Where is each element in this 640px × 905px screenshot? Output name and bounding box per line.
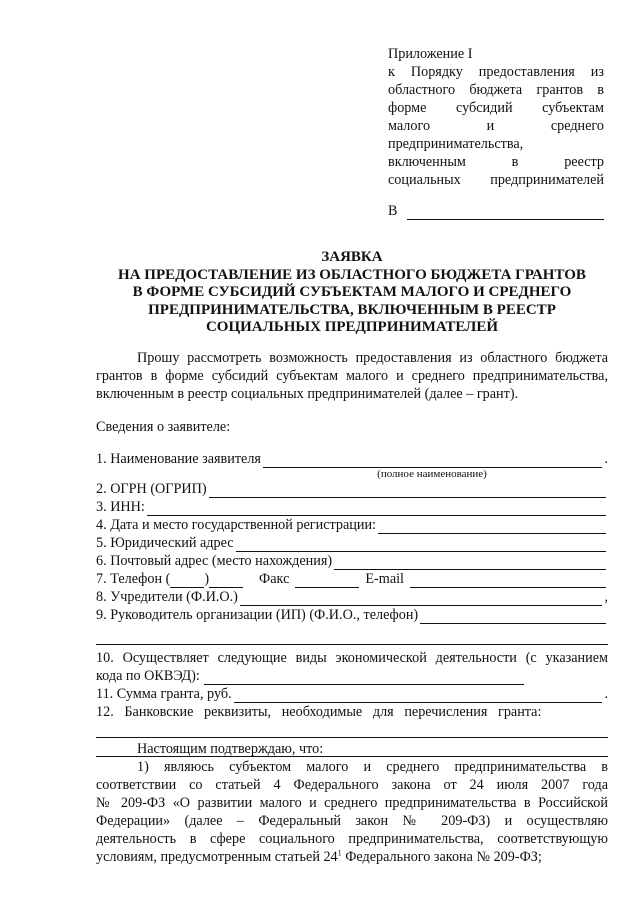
annex-title: Приложение I bbox=[388, 46, 473, 62]
field-6-row bbox=[96, 552, 608, 570]
confirm-line-3: № 209-ФЗ «О развитии малого и среднего предпринимательства в Российской bbox=[96, 795, 608, 811]
field-3-input[interactable] bbox=[147, 501, 606, 516]
title-line-3: В ФОРМЕ СУБСИДИЙ СУБЪЕКТАМ МАЛОГО И СРЕДНЕГО bbox=[132, 284, 572, 300]
confirm-line-6-a: условиям, предусмотренным статьей 24 bbox=[96, 849, 338, 865]
annex-line bbox=[388, 81, 604, 99]
field-7-row bbox=[96, 570, 608, 588]
annex-line bbox=[388, 135, 604, 153]
title-line-5: СОЦИАЛЬНЫХ ПРЕДПРИНИМАТЕЛЕЙ bbox=[205, 319, 499, 335]
confirm-line-6 bbox=[96, 848, 608, 866]
annex-word: Порядку bbox=[410, 64, 463, 80]
annex-word: предпринимателей bbox=[490, 172, 604, 188]
field-1-end: . bbox=[604, 451, 608, 467]
intro-paragraph bbox=[96, 349, 608, 403]
annex-word: бюджета bbox=[469, 82, 523, 98]
confirm-line-6-sup: 1 bbox=[337, 848, 342, 858]
applicant-heading: Сведения о заявителе: bbox=[96, 419, 231, 435]
annex-word: субъектам bbox=[542, 100, 604, 116]
intro-line-1: Прошу рассмотреть возможность предоставления из областного бюджета bbox=[137, 350, 608, 366]
annex-word: включенным bbox=[388, 154, 466, 170]
applicant-fields bbox=[96, 450, 608, 757]
email-input[interactable] bbox=[410, 573, 606, 588]
annex-word: предоставления bbox=[478, 64, 575, 80]
field-7-close-paren: ) bbox=[204, 571, 210, 587]
field-9-input[interactable] bbox=[420, 609, 606, 624]
field-11-label: 11. Сумма гранта, руб. bbox=[96, 686, 232, 702]
field-4-label: 4. Дата и место государственной регистрации: bbox=[96, 517, 376, 533]
document-title bbox=[96, 249, 608, 337]
annex-line bbox=[388, 171, 604, 189]
field-12-input-1[interactable] bbox=[96, 723, 608, 738]
annex-word: предпринимательства, bbox=[388, 136, 524, 152]
annex-word: в bbox=[511, 154, 519, 170]
title-line-2: НА ПРЕДОСТАВЛЕНИЕ ИЗ ОБЛАСТНОГО БЮДЖЕТА ГРАНТОВ bbox=[118, 266, 586, 283]
annex-word: и bbox=[486, 118, 495, 134]
fax-label: Факс bbox=[259, 571, 290, 587]
field-11-end: . bbox=[604, 686, 608, 702]
field-5-row bbox=[96, 534, 608, 552]
field-6-label: 6. Почтовый адрес (место нахождения) bbox=[96, 553, 333, 569]
phone-code-input[interactable] bbox=[170, 573, 204, 588]
field-10-row bbox=[96, 667, 608, 685]
annex-line bbox=[388, 63, 604, 81]
annex-to-line bbox=[388, 202, 604, 220]
field-3-row bbox=[96, 498, 608, 516]
annex-block bbox=[388, 45, 604, 220]
field-3-label: 3. ИНН: bbox=[96, 499, 145, 515]
field-9-extra-line[interactable] bbox=[96, 630, 608, 645]
annex-to-blank[interactable] bbox=[407, 205, 604, 220]
confirm-line-6-b: Федерального закона № 209-ФЗ; bbox=[341, 849, 542, 865]
intro-line-2: грантов в форме субсидий субъектам малого и среднего предпринимательства, bbox=[96, 368, 608, 384]
field-9-row bbox=[96, 606, 608, 624]
confirm-line-5: деятельность в сфере социального предпринимательства, соответствующую bbox=[96, 831, 608, 847]
title-line-4: ПРЕДПРИНИМАТЕЛЬСТВА, ВКЛЮЧЕННЫМ В РЕЕСТР bbox=[148, 301, 556, 318]
field-11-row bbox=[96, 685, 608, 703]
annex-word: к bbox=[388, 64, 395, 80]
annex-word: субсидий bbox=[456, 100, 513, 116]
field-1-input[interactable] bbox=[263, 453, 603, 468]
field-2-row bbox=[96, 480, 608, 498]
email-label: E-mail bbox=[365, 571, 404, 587]
field-5-input[interactable] bbox=[236, 537, 606, 552]
title-line-1: ЗАЯВКА bbox=[321, 249, 383, 265]
field-12-label: 12. Банковские реквизиты, необходимые для перечисления гранта: bbox=[96, 704, 542, 720]
annex-word: среднего bbox=[550, 118, 604, 134]
field-8-row bbox=[96, 588, 608, 606]
field-1-label: 1. Наименование заявителя bbox=[96, 451, 261, 467]
field-4-row bbox=[96, 516, 608, 534]
annex-lines bbox=[388, 63, 604, 189]
field-6-input[interactable] bbox=[334, 555, 606, 570]
annex-to-label: В bbox=[388, 203, 398, 219]
field-10-label: кода по ОКВЭД): bbox=[96, 668, 200, 684]
confirm-line-2: соответствии со статьей 4 Федерального закона от 24 июля 2007 года bbox=[96, 777, 608, 793]
annex-word: из bbox=[590, 64, 604, 80]
field-4-input[interactable] bbox=[378, 519, 606, 534]
confirm-heading: Настоящим подтверждаю, что: bbox=[137, 741, 324, 757]
annex-line bbox=[388, 153, 604, 171]
field-5-label: 5. Юридический адрес bbox=[96, 535, 234, 551]
confirm-line-4: Федерации» (далее – Федеральный закон № 209-ФЗ) и осуществляю bbox=[96, 813, 608, 829]
confirm-line-1: 1) являюсь субъектом малого и среднего предпринимательства в bbox=[137, 759, 608, 775]
annex-line bbox=[388, 117, 604, 135]
field-8-label: 8. Учредители (Ф.И.О.) bbox=[96, 589, 238, 605]
field-9-label: 9. Руководитель организации (ИП) (Ф.И.О., телефон) bbox=[96, 607, 419, 623]
field-8-end: , bbox=[604, 589, 608, 605]
field-2-label: 2. ОГРН (ОГРИП) bbox=[96, 481, 207, 497]
annex-word: грантов bbox=[536, 82, 584, 98]
annex-word: малого bbox=[388, 118, 431, 134]
field-1-row bbox=[96, 450, 608, 468]
field-1-hint: (полное наименование) bbox=[377, 468, 487, 480]
field-10-line-1: 10. Осуществляет следующие виды экономической деятельности (с указанием bbox=[96, 650, 608, 666]
field-11-input[interactable] bbox=[234, 688, 603, 703]
annex-word: форме bbox=[388, 100, 427, 116]
field-8-input[interactable] bbox=[240, 591, 603, 606]
annex-word: реестр bbox=[564, 154, 604, 170]
annex-word: в bbox=[597, 82, 604, 98]
annex-line bbox=[388, 99, 604, 117]
annex-word: социальных bbox=[388, 172, 461, 188]
field-7-label: 7. Телефон ( bbox=[96, 571, 171, 587]
fax-input[interactable] bbox=[295, 573, 359, 588]
field-10-input[interactable] bbox=[204, 670, 524, 685]
intro-line-3: включенным в реестр социальных предпринимателей (далее – грант). bbox=[96, 386, 519, 402]
field-2-input[interactable] bbox=[209, 483, 606, 498]
confirmation-section bbox=[96, 740, 608, 866]
annex-word: областного bbox=[388, 82, 456, 98]
phone-number-input[interactable] bbox=[209, 573, 243, 588]
